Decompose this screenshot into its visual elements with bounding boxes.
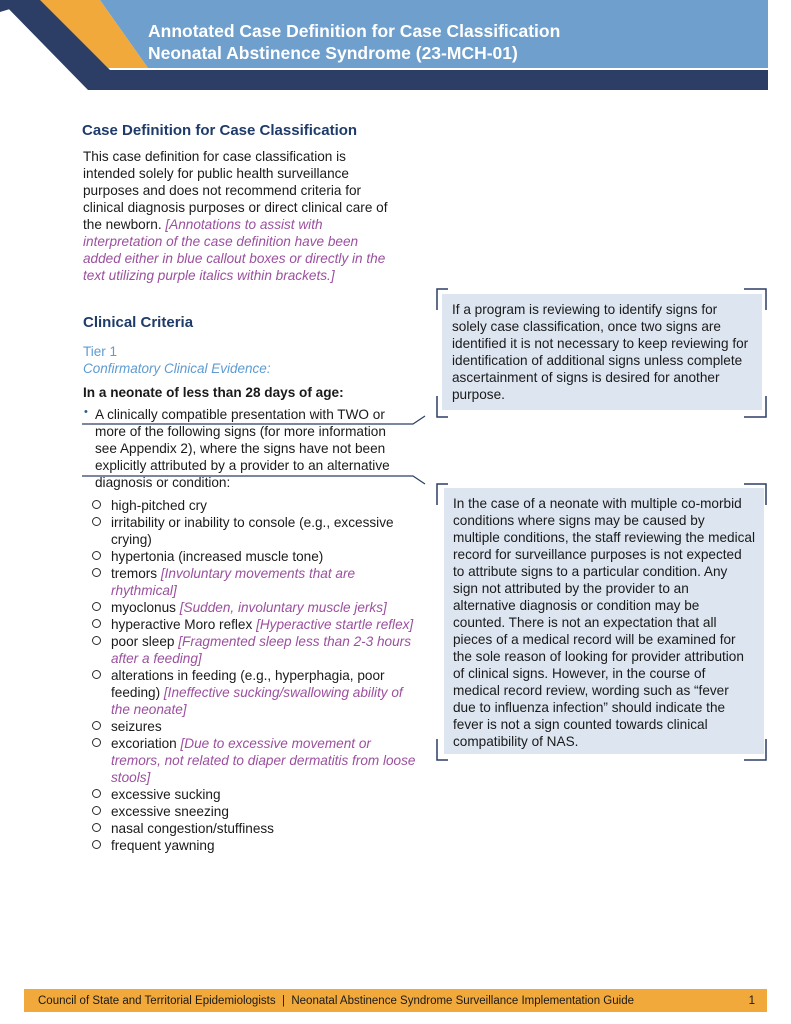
- clinical-sign-item: [92, 820, 417, 837]
- callout-connector-lines: [80, 410, 440, 490]
- clinical-sign-text: hypertonia (increased muscle tone): [111, 549, 324, 564]
- clinical-sign-text: alterations in feeding (e.g., hyperphagia, poor feeding): [111, 668, 385, 700]
- clinical-sign-text: excessive sneezing: [111, 804, 229, 819]
- clinical-sign-text: poor sleep: [111, 634, 179, 649]
- circle-bullet-icon: [92, 517, 101, 526]
- age-criterion-heading: In a neonate of less than 28 days of age:: [83, 385, 344, 400]
- circle-bullet-icon: [92, 602, 101, 611]
- clinical-sign-item: [92, 837, 417, 854]
- clinical-sign-item: [92, 548, 417, 565]
- clinical-presentation-text: A clinically compatible presentation with TWO or more of the following signs (for more information see Appendix 2), where the signs have not been explicitly attributed by a provider to an alternative diagnosis or condition:: [95, 407, 390, 490]
- footer-text: Council of State and Territorial Epidemiologists | Neonatal Abstinence Syndrome Surveillance Implementation Guide: [38, 994, 634, 1007]
- circle-bullet-icon: [92, 619, 101, 628]
- circle-bullet-icon: [92, 568, 101, 577]
- clinical-sign-text: excoriation: [111, 736, 181, 751]
- tier-label: Tier 1: [83, 344, 118, 359]
- clinical-sign-text: seizures: [111, 719, 162, 734]
- circle-bullet-icon: [92, 636, 101, 645]
- clinical-sign-item: [92, 497, 417, 514]
- circle-bullet-icon: [92, 500, 101, 509]
- clinical-criteria-heading: Clinical Criteria: [83, 314, 194, 331]
- case-definition-heading: Case Definition for Case Classification: [82, 122, 358, 139]
- clinical-sign-item: [92, 718, 417, 735]
- circle-bullet-icon: [92, 738, 101, 747]
- clinical-sign-text: excessive sucking: [111, 787, 221, 802]
- callout-box-signs-review: If a program is reviewing to identify signs for solely case classification, once two signs are identified it is not necessary to keep reviewing for identification of additional signs unless complete ascertainment of signs is desired for another purpose.: [442, 294, 762, 410]
- clinical-sign-item: [92, 803, 417, 820]
- title-line-1: Annotated Case Definition for Case Classification: [148, 21, 561, 41]
- clinical-sign-text: frequent yawning: [111, 838, 215, 853]
- clinical-sign-annotation: [Ineffective sucking/swallowing ability of the neonate]: [111, 685, 403, 717]
- clinical-sign-annotation: [Due to excessive movement or tremors, not related to diaper dermatitis from loose stools]: [111, 736, 416, 785]
- clinical-sign-annotation: [Involuntary movements that are rhythmical]: [111, 566, 356, 598]
- circle-bullet-icon: [92, 721, 101, 730]
- clinical-sign-annotation: [Hyperactive startle reflex]: [256, 617, 414, 632]
- callout-box-comorbid-conditions: In the case of a neonate with multiple co-morbid conditions where signs may be caused by multiple conditions, the staff reviewing the medical record for surveillance purposes is not expected to attribute signs to a particular condition. Any sign not attributed by the provider to an alternative diagnosis or condition may be counted. There is not an expectation that all pieces of a medical record will be examined for the sole reason of looking for provider attribution of clinical signs. However, in the course of medical record review, wording such as “fever due to influenza infection” should indicate the fever is not a sign counted towards clinical compatibility of NAS.: [444, 488, 764, 754]
- circle-bullet-icon: [92, 840, 101, 849]
- clinical-sign-text: hyperactive Moro reflex: [111, 617, 257, 632]
- clinical-sign-text: irritability or inability to console (e.g., excessive crying): [111, 515, 394, 547]
- case-definition-paragraph: [83, 148, 388, 284]
- page-number: 1: [748, 994, 755, 1007]
- clinical-signs-list: [92, 497, 417, 854]
- clinical-sign-item: [92, 735, 417, 786]
- clinical-sign-item: [92, 616, 417, 633]
- clinical-sign-text: tremors: [111, 566, 161, 581]
- clinical-sign-item: [92, 786, 417, 803]
- title-line-2: Neonatal Abstinence Syndrome (23-MCH-01): [148, 43, 518, 63]
- clinical-sign-item: [92, 599, 417, 616]
- clinical-sign-annotation: [Fragmented sleep less than 2-3 hours after a feeding]: [111, 634, 411, 666]
- clinical-sign-item: [92, 565, 417, 599]
- case-definition-annotation: [Annotations to assist with interpretation of the case definition have been added either in blue callout boxes or directly in the text utilizing purple italics within brackets.]: [83, 217, 386, 283]
- clinical-sign-item: [92, 667, 417, 718]
- circle-bullet-icon: [92, 670, 101, 679]
- circle-bullet-icon: [92, 806, 101, 815]
- case-definition-text: This case definition for case classification is intended solely for public health surveillance purposes and does not recommend criteria for clinical diagnosis purposes or direct clinical care of the newborn.: [83, 149, 388, 232]
- page-title: [148, 20, 560, 64]
- clinical-sign-text: high-pitched cry: [111, 498, 207, 513]
- clinical-sign-text: nasal congestion/stuffiness: [111, 821, 274, 836]
- clinical-sign-annotation: [Sudden, involuntary muscle jerks]: [179, 600, 387, 615]
- clinical-sign-text: myoclonus: [111, 600, 180, 615]
- circle-bullet-icon: [92, 823, 101, 832]
- circle-bullet-icon: [92, 551, 101, 560]
- tier-subheading: Confirmatory Clinical Evidence:: [83, 361, 271, 376]
- clinical-sign-item: [92, 633, 417, 667]
- clinical-sign-item: [92, 514, 417, 548]
- bullet-marker: •: [84, 406, 88, 418]
- page-footer: [24, 989, 767, 1012]
- circle-bullet-icon: [92, 789, 101, 798]
